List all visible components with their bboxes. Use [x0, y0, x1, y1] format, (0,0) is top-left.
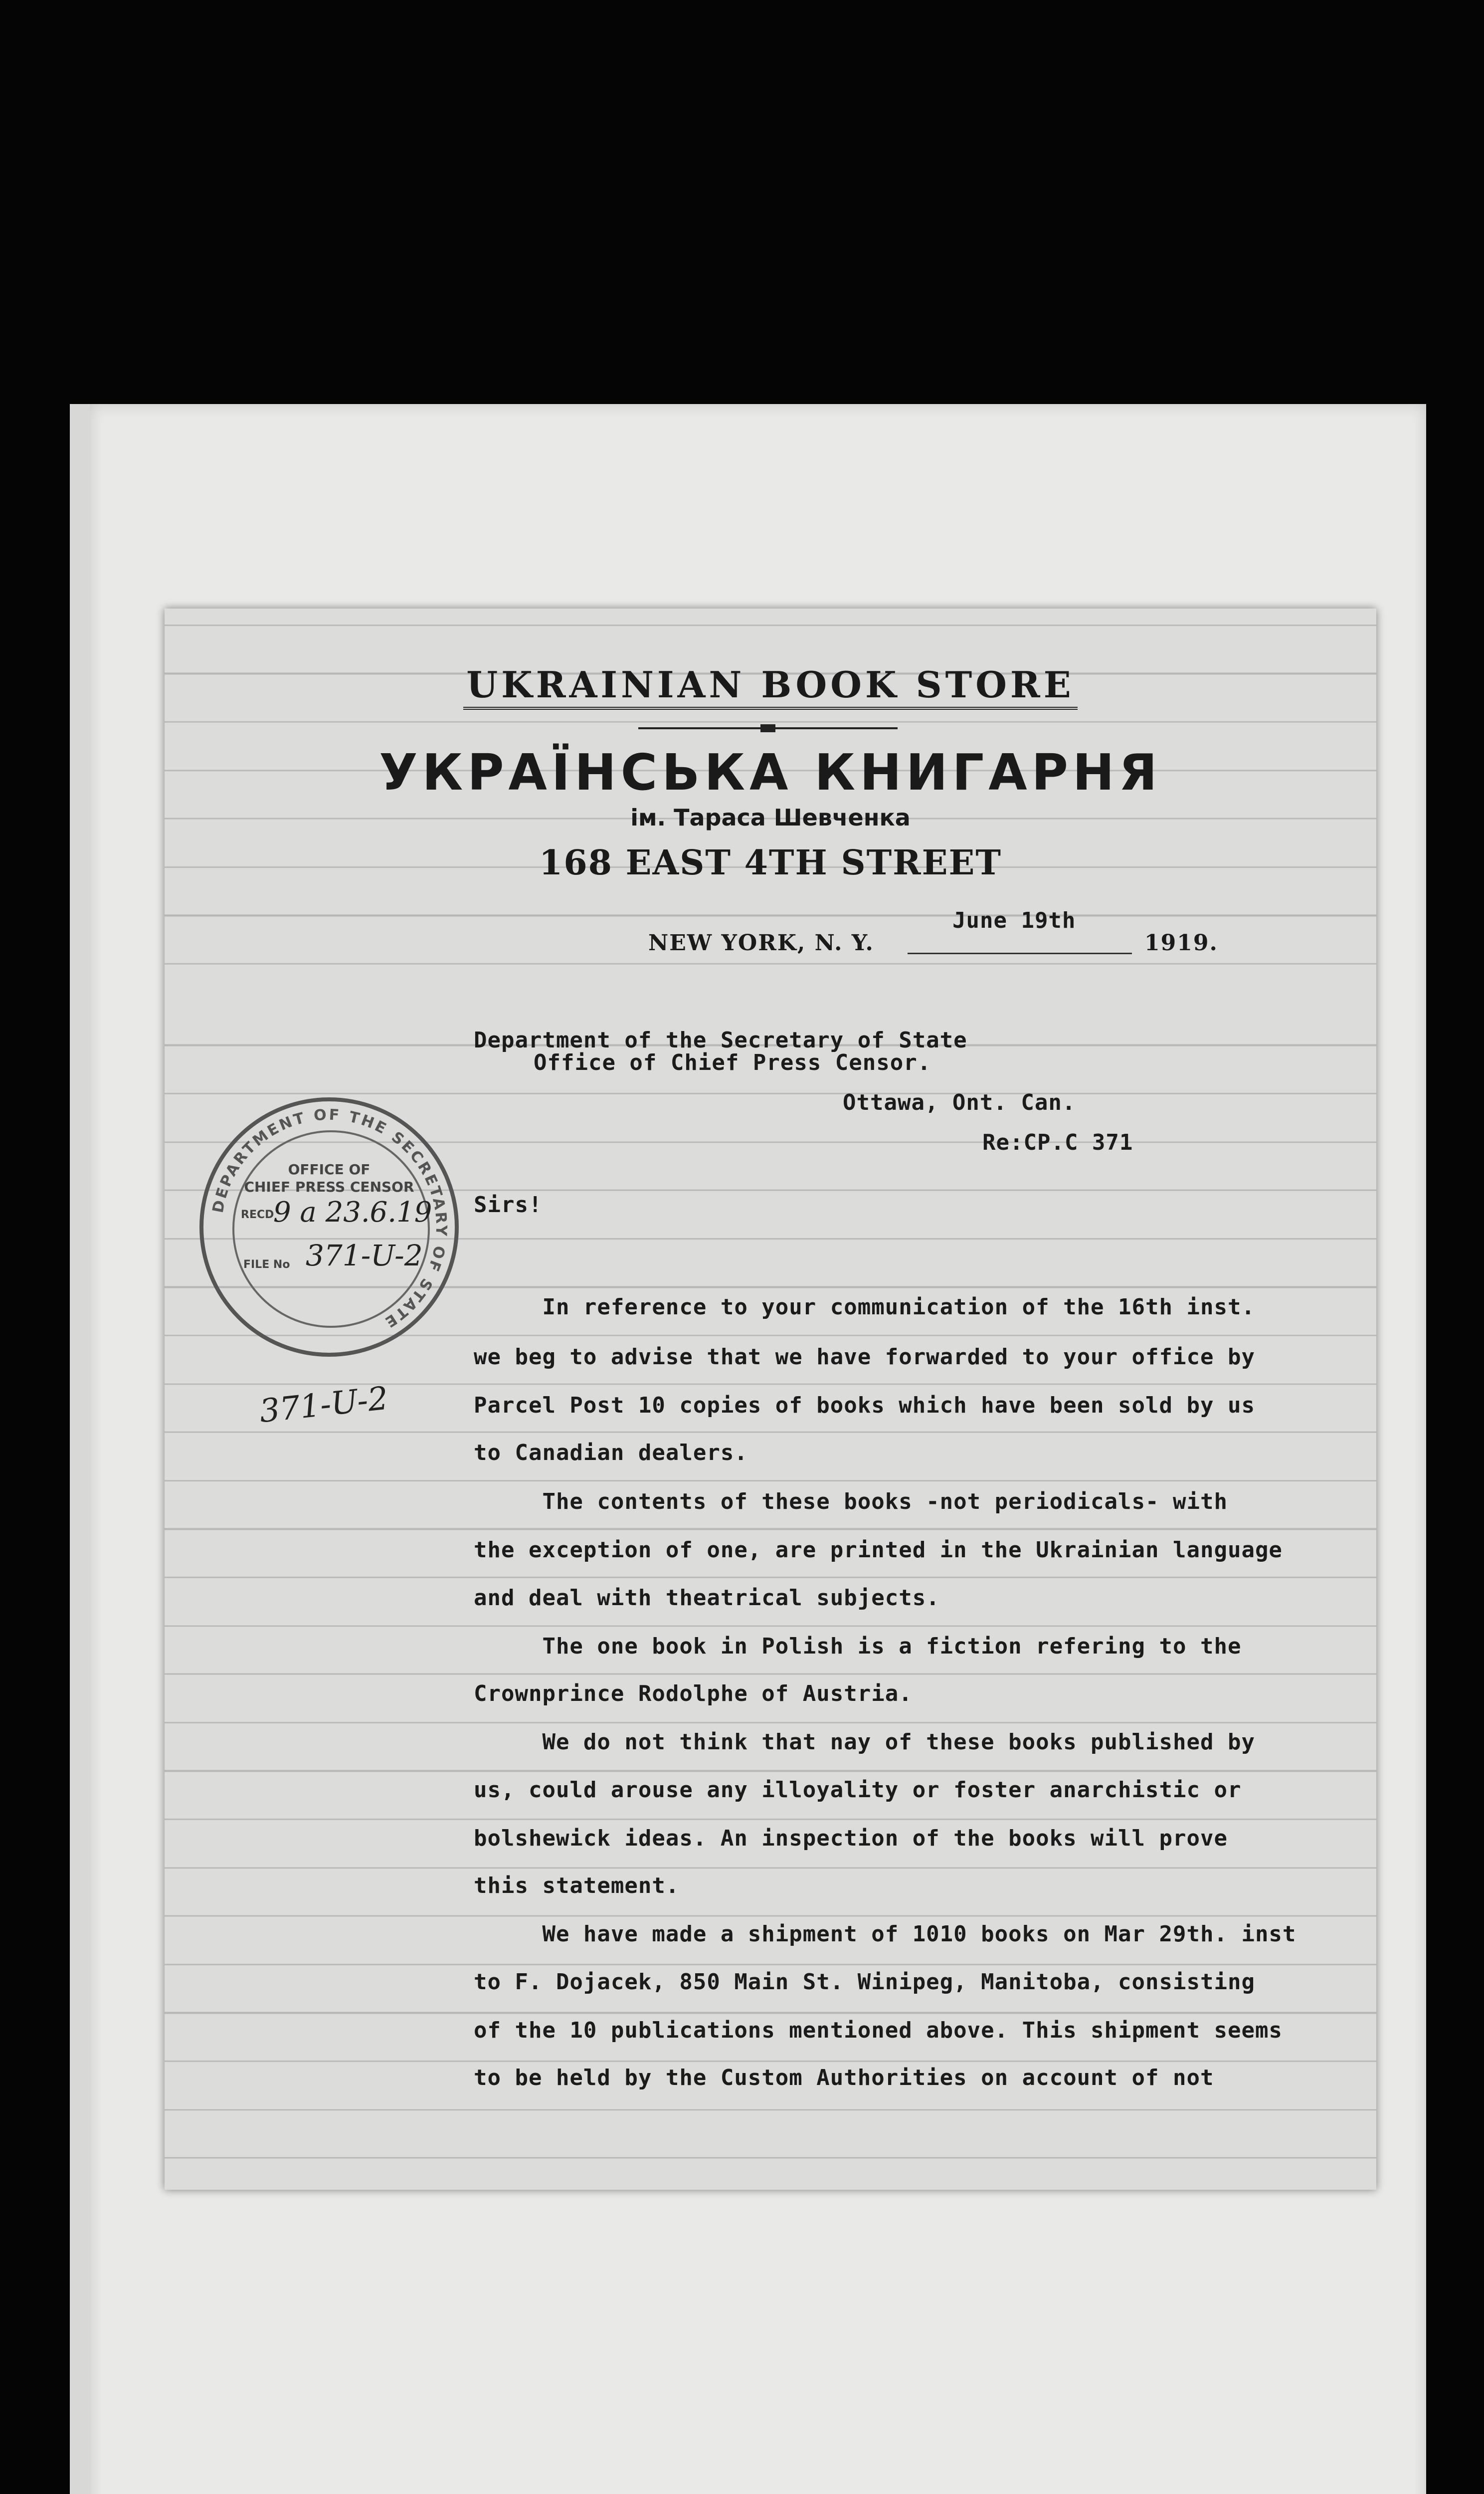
body-line: The one book in Polish is a fiction refering to the — [474, 1634, 1242, 1659]
body-line: and deal with theatrical subjects. — [474, 1585, 940, 1611]
received-stamp — [199, 1097, 459, 1357]
margin-file-note: 371-U-2 — [257, 1380, 390, 1431]
recipient-line-1: Department of the Secretary of State — [474, 1028, 967, 1053]
letter-page — [165, 609, 1376, 2190]
stamp-file-number: 371-U-2 — [306, 1239, 423, 1272]
body-line: We have made a shipment of 1010 books on Mar 29th. inst — [474, 1921, 1297, 1947]
recipient-line-3: Ottawa, Ont. Can. — [843, 1090, 1076, 1115]
body-line: this statement. — [474, 1873, 680, 1898]
body-line: to be held by the Custom Authorities on account of not — [474, 2065, 1214, 2090]
store-name-english — [165, 663, 1376, 706]
letterhead-ornament — [638, 723, 898, 733]
body-line: we beg to advise that we have forwarded to your office by — [474, 1344, 1255, 1370]
body-line: In reference to your communication of the 16th inst. — [474, 1294, 1255, 1320]
stamp-office-line-2: CHIEF PRESS CENSOR — [244, 1179, 414, 1195]
stamp-recd-label: RECD — [241, 1209, 274, 1221]
body-line: us, could arouse any illoyality or foster anarchistic or — [474, 1777, 1242, 1803]
stamp-ring-text: DEPARTMENT OF THE SECRETARY OF STATE — [209, 1106, 450, 1332]
stamp-office-line-1: OFFICE OF — [288, 1161, 371, 1178]
city-line: NEW YORK, N. Y. — [648, 930, 874, 956]
stamp-recd-date: 9 a 23.6.19 — [273, 1196, 432, 1229]
store-name-ukrainian: УКРАЇНСЬКА КНИГАРНЯ — [379, 743, 1162, 802]
store-name-english-text: UKRAINIAN BOOK STORE — [463, 663, 1077, 710]
store-address: 168 EAST 4TH STREET — [539, 843, 1002, 883]
body-line: We do not think that nay of these books published by — [474, 1729, 1255, 1755]
body-line: of the 10 publications mentioned above. This shipment seems — [474, 2018, 1283, 2043]
salutation: Sirs! — [474, 1192, 543, 1218]
stamp-file-label: FILE No — [243, 1258, 290, 1271]
body-line: The contents of these books -not periodicals- with — [474, 1489, 1228, 1514]
letter-year: 1919. — [1144, 930, 1218, 956]
body-line: bolshewick ideas. An inspection of the books will prove — [474, 1826, 1228, 1851]
body-line: to F. Dojacek, 850 Main St. Winipeg, Manitoba, consisting — [474, 1969, 1255, 1995]
body-line: Crownprince Rodolphe of Austria. — [474, 1681, 913, 1706]
recipient-line-2: Office of Chief Press Censor. — [534, 1050, 931, 1075]
store-name-ukrainian-subtitle: ім. Тараса Шевченка — [630, 804, 911, 831]
body-line: Parcel Post 10 copies of books which have been sold by us — [474, 1393, 1255, 1418]
body-line: the exception of one, are printed in the Ukrainian language — [474, 1537, 1283, 1563]
body-line: to Canadian dealers. — [474, 1440, 748, 1465]
letter-date: June 19th — [952, 908, 1076, 933]
reference-line: Re:CP.C 371 — [982, 1130, 1133, 1155]
